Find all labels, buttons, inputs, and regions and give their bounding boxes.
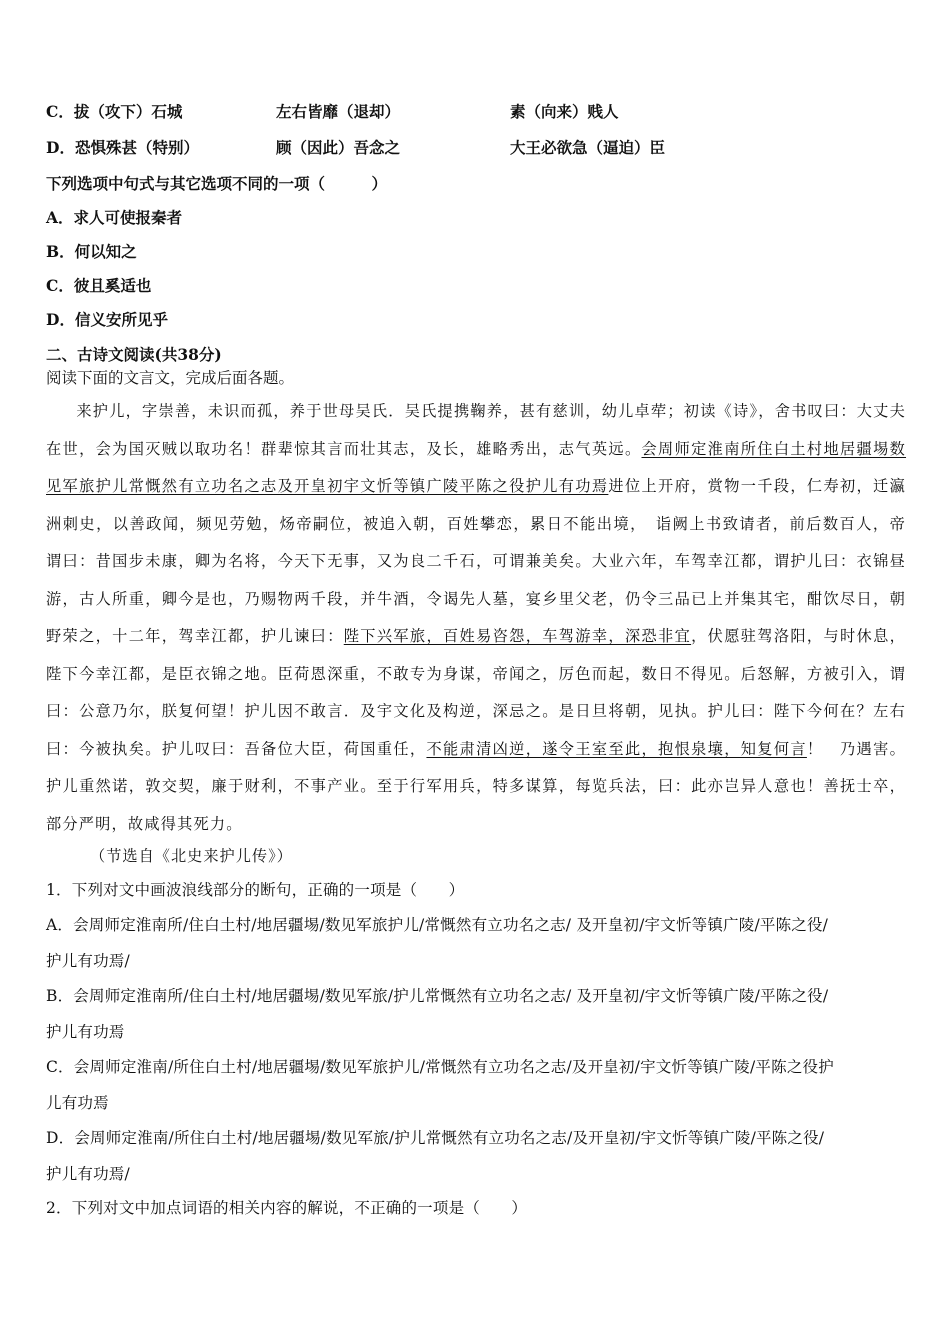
choice-b: B．何以知之 bbox=[46, 242, 137, 261]
option-c-item-2: 左右皆靡（退却） bbox=[276, 102, 401, 121]
q1-stem: 1．下列对文中画波浪线部分的断句，正确的一项是（ ） bbox=[46, 881, 465, 899]
q1-option-a-line2: 护儿有功焉/ bbox=[46, 952, 130, 970]
q1-option-c-line2: 儿有功焉 bbox=[46, 1094, 109, 1112]
q1-option-b-line2: 护儿有功焉 bbox=[46, 1023, 125, 1041]
q2-stem: 2．下列对文中加点词语的相关内容的解说，不正确的一项是（ ） bbox=[46, 1199, 528, 1217]
choice-d: D．信义安所见乎 bbox=[46, 310, 168, 329]
option-d-item-1: D．恐惧殊甚（特别） bbox=[46, 138, 199, 157]
wavy-underlined-sentence: 会周师定淮南所住白土村地居疆埸数见军旅护儿常慨然有立功名之志及开皇初宇文忻等镇广陵平陈之役护儿有功焉 bbox=[46, 439, 907, 495]
passage-part-4: ！ 乃遇害。护儿重然诺，敦交契，廉于财利，不事产业。至于行军用兵，特多谋算，每览兵法，曰：此亦岂异人意也！善抚士卒，部分严明，故咸得其死力。 bbox=[46, 739, 906, 833]
option-d-item-3: 大王必欲急（逼迫）臣 bbox=[510, 138, 666, 157]
q1-option-d-line1: D．会周师定淮南/所住白土村/地居疆埸/数见军旅/护儿常慨然有立功名之志/及开皇初/宇文忻等镇广陵/平陈之役/ bbox=[46, 1129, 825, 1147]
section-intro: 阅读下面的文言文，完成后面各题。 bbox=[46, 369, 295, 387]
option-c-item-1: C．拔（攻下）石城 bbox=[46, 102, 183, 121]
question-stem: 下列选项中句式与其它选项不同的一项（ ） bbox=[46, 174, 388, 193]
q1-option-a-line1: A．会周师定淮南所/住白土村/地居疆埸/数见军旅护儿/常慨然有立功名之志/ 及开皇初/宇文忻等镇广陵/平陈之役/ bbox=[46, 916, 829, 934]
passage-source: （节选自《北史来护儿传》） bbox=[90, 847, 293, 865]
classical-passage bbox=[46, 393, 906, 843]
underlined-sentence-2: 不能肃清凶逆，遂令王室至此，抱恨泉壤，知复何言 bbox=[426, 739, 807, 758]
choice-c: C．彼且奚适也 bbox=[46, 276, 152, 295]
q1-option-c-line1: C．会周师定淮南/所住白土村/地居疆埸/数见军旅护儿/常慨然有立功名之志/及开皇初/宇文忻等镇广陵/平陈之役护 bbox=[46, 1058, 834, 1076]
option-d-item-2: 顾（因此）吾念之 bbox=[276, 138, 401, 157]
choice-a: A．求人可使报秦者 bbox=[46, 208, 183, 227]
option-c-item-3: 素（向来）贱人 bbox=[510, 102, 619, 121]
passage-part-3: ，伏愿驻驾洛阳，与时休息，陛下今幸江都，是臣衣锦之地。臣荷恩深重，不敢专为身谋，帝闻之，厉色而起，数日不得见。后怒解，方被引入，谓曰：公意乃尔，朕复何望！护儿因不敢言．及宇文化及构逆，深忌之。是日旦将朝，见执。护儿曰：陛下今何在？左右曰：今被执矣。护儿叹曰：吾备位大臣，荷国重任， bbox=[46, 627, 907, 758]
section-title: 二、古诗文阅读(共38分) bbox=[46, 345, 222, 364]
q1-option-b-line1: B．会周师定淮南所/住白土村/地居疆埸/数见军旅/护儿常慨然有立功名之志/ 及开皇初/宇文忻等镇广陵/平陈之役/ bbox=[46, 987, 829, 1005]
underlined-sentence-1: 陛下兴军旅，百姓易咨怨，车驾游幸，深恐非宜 bbox=[343, 627, 692, 645]
q1-option-d-line2: 护儿有功焉/ bbox=[46, 1165, 130, 1183]
passage-part-2: 进位上开府，赏物一千段，仁寿初，迁瀛洲刺史，以善政闻，频见劳勉，炀帝嗣位，被追入朝，百姓攀恋，累日不能出境， 诣阙上书致请者，前后数百人，帝谓曰：昔国步未康，卿为名将，今天下无事，又为良二千石，可谓兼美矣。大业六年，车驾幸江都，谓护儿曰：衣锦昼游，古人所重，卿今是也，乃赐物两千段，并牛酒，令谒先人墓，宴乡里父老，仍令三品已上并集其宅，酣饮尽日，朝野荣之，十二年，驾幸江都，护儿谏曰： bbox=[46, 477, 906, 645]
passage-part-1: 来护儿，字崇善，未识而孤，养于世母吴氏．吴氏提携鞠养，甚有慈训，幼儿卓荦；初读《诗》，舍书叹曰：大丈夫在世，会为国灭贼以取功名！群辈惊其言而壮其志，及长，雄略秀出，志气英远。 bbox=[46, 402, 906, 458]
